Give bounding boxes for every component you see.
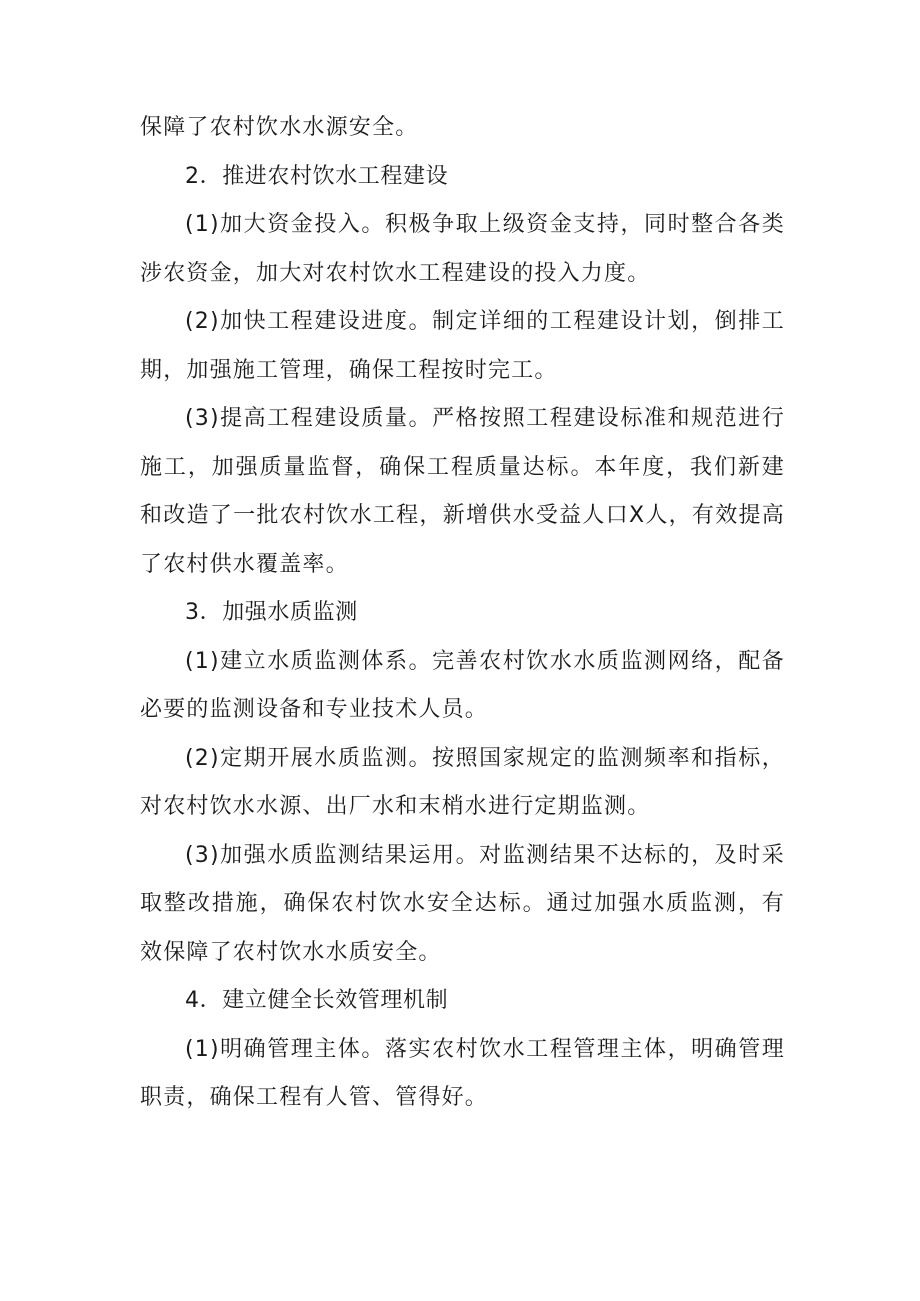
section-heading-4: 4．建立健全长效管理机制 (185, 988, 449, 1013)
paragraph-2-2: (2)加快工程建设进度。制定详细的工程建设计划，倒排工期，加强施工管理，确保工程按时完工。 (140, 309, 785, 383)
paragraph-4-1: (1)明确管理主体。落实农村饮水工程管理主体，明确管理职责，确保工程有人管、管得好。 (140, 1036, 785, 1110)
section-heading-3: 3．加强水质监测 (185, 600, 358, 625)
paragraph-continuation: 保障了农村饮水水源安全。 (140, 115, 419, 140)
document-body (140, 104, 785, 1123)
section-heading-2: 2．推进农村饮水工程建设 (185, 163, 449, 189)
paragraph-3-2: (2)定期开展水质监测。按照国家规定的监测频率和指标，对农村饮水水源、出厂水和末梢水进行定期监测。 (140, 745, 785, 819)
paragraph-2-3: (3)提高工程建设质量。严格按照工程建设标准和规范进行施工，加强质量监督，确保工程质量达标。本年度，我们新建和改造了一批农村饮水工程，新增供水受益人口X人，有效提高了农村供水覆盖率。 (140, 406, 785, 577)
paragraph-3-1: (1)建立水质监测体系。完善农村饮水水质监测网络，配备必要的监测设备和专业技术人员。 (140, 648, 785, 722)
paragraph-2-1: (1)加大资金投入。积极争取上级资金支持，同时整合各类涉农资金，加大对农村饮水工程建设的投入力度。 (140, 212, 785, 286)
paragraph-3-3: (3)加强水质监测结果运用。对监测结果不达标的，及时采取整改措施，确保农村饮水安全达标。通过加强水质监测，有效保障了农村饮水水质安全。 (140, 842, 785, 965)
